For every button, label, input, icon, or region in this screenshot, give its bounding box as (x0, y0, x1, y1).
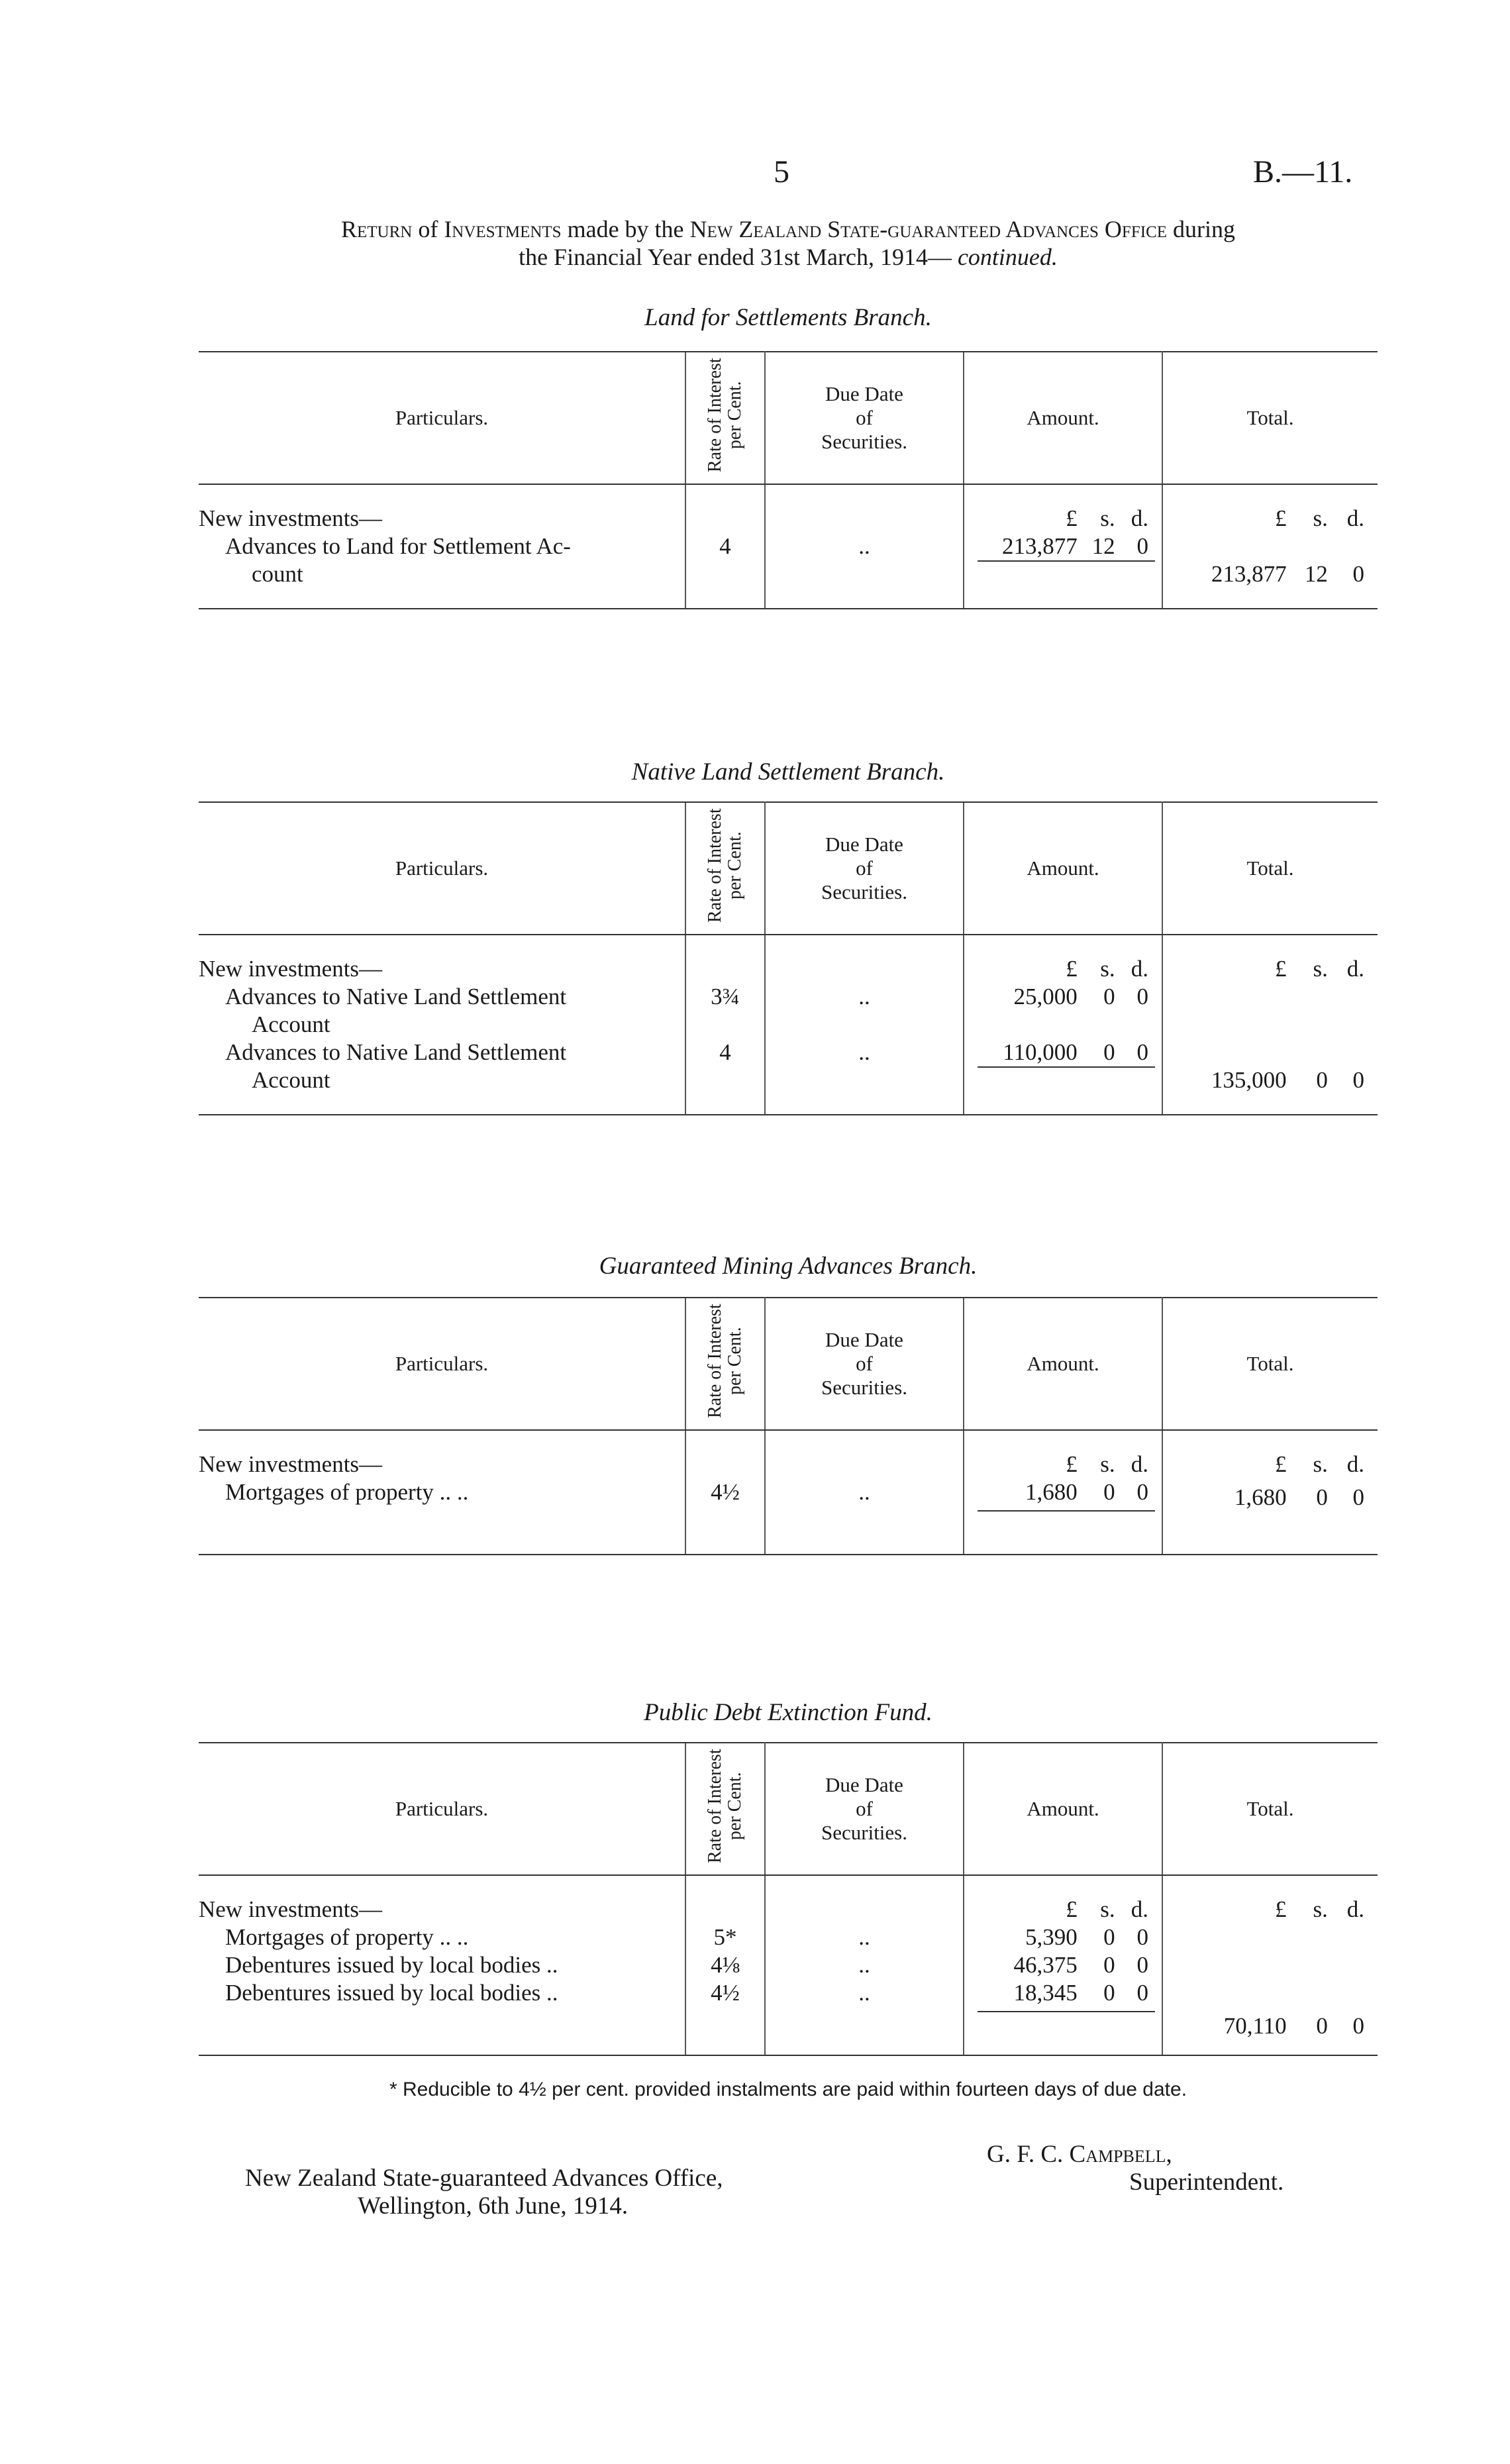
col-amount: Amount. (964, 802, 1162, 935)
amount-cell: £ s. d. 213,877 12 0 (964, 484, 1162, 609)
col-particulars: Particulars. (199, 1743, 685, 1875)
rate-cell: 4½ (685, 1430, 765, 1555)
heading-during: during (1173, 216, 1236, 242)
heading-made-by: made by the (567, 216, 684, 242)
amount-cell: £ s. d. 1,680 0 0 (964, 1430, 1162, 1555)
col-particulars: Particulars. (199, 1298, 685, 1430)
heading-investments: Investments (444, 216, 562, 242)
table-header-row (199, 352, 1378, 484)
heading-continued: continued. (957, 244, 1058, 270)
signature-block (987, 2141, 1284, 2196)
due-cell: .. .. .. (765, 1875, 964, 2055)
col-amount: Amount. (964, 1298, 1162, 1430)
document-reference: B.—11. (1253, 154, 1353, 189)
due-cell: .. (765, 1430, 964, 1555)
heading-line-1 (199, 215, 1378, 243)
col-due-date: Due Date of Securities. (765, 802, 964, 935)
total-cell: £ s. d. 1,680 0 0 (1162, 1430, 1378, 1555)
document-heading (199, 215, 1378, 271)
section-title-public-debt: Public Debt Extinction Fund. (644, 1699, 932, 1726)
table-header-row (199, 1743, 1378, 1875)
particulars-cell: New investments— Advances to Native Land Settlement Account Advances to Native Land Settlement Account (199, 935, 685, 1115)
col-due-date: Due Date of Securities. (765, 352, 964, 484)
office-line-2: Wellington, 6th June, 1914. (358, 2192, 629, 2220)
particulars-cell: New investments— Mortgages of property .. .. Debentures issued by local bodies .. Debentures issued by local bodies .. (199, 1875, 685, 2055)
col-rate (685, 352, 765, 484)
amount-cell: £ s. d. 25,000 0 0 110,000 0 0 (964, 935, 1162, 1115)
signer-position: Superintendent. (1129, 2169, 1284, 2196)
rate-cell: 4 (685, 484, 765, 609)
page-number: 5 (774, 154, 789, 189)
col-total: Total. (1162, 1743, 1378, 1875)
table-row (199, 1430, 1378, 1555)
table-header-row (199, 1298, 1378, 1430)
office-line-1: New Zealand State-guaranteed Advances Office, (245, 2165, 723, 2192)
col-amount: Amount. (964, 352, 1162, 484)
rate-cell: 3¾ 4 (685, 935, 765, 1115)
section-title-land-settlements: Land for Settlements Branch. (644, 304, 932, 331)
heading-office: New Zealand State-guaranteed Advances Office (689, 216, 1168, 242)
total-cell: £ s. d. 135,000 0 0 (1162, 935, 1378, 1115)
col-rate (685, 802, 765, 935)
amount-cell: £ s. d. 5,390 0 0 46,375 0 0 18,345 0 0 (964, 1875, 1162, 2055)
col-particulars: Particulars. (199, 802, 685, 935)
col-due-date: Due Date of Securities. (765, 1743, 964, 1875)
due-cell: .. (765, 484, 964, 609)
col-rate-label: Rate of Interest per Cent. (705, 1304, 745, 1419)
table-public-debt (199, 1742, 1378, 2056)
table-row (199, 1875, 1378, 2055)
heading-financial-year: the Financial Year ended 31st March, 1914— (519, 244, 952, 270)
col-rate-label: Rate of Interest per Cent. (705, 808, 745, 923)
col-rate-label: Rate of Interest per Cent. (705, 358, 745, 473)
total-cell: £ s. d. 70,110 0 0 (1162, 1875, 1378, 2055)
particulars-cell: New investments— Mortgages of property .. .. (199, 1430, 685, 1555)
section-title-native-land: Native Land Settlement Branch. (631, 758, 945, 786)
section-title-mining-advances: Guaranteed Mining Advances Branch. (599, 1253, 978, 1280)
col-particulars: Particulars. (199, 352, 685, 484)
col-due-date: Due Date of Securities. (765, 1298, 964, 1430)
particulars-cell: New investments— Advances to Land for Settlement Ac- count (199, 484, 685, 609)
col-total: Total. (1162, 1298, 1378, 1430)
heading-of: of (418, 216, 438, 242)
due-cell: .. .. (765, 935, 964, 1115)
col-rate (685, 1743, 765, 1875)
footnote: * Reducible to 4½ per cent. provided instalments are paid within fourteen days of due date. (389, 2079, 1187, 2100)
col-rate-label: Rate of Interest per Cent. (705, 1749, 745, 1864)
col-total: Total. (1162, 802, 1378, 935)
table-land-settlements (199, 351, 1378, 609)
signer-name: G. F. C. Campbell, (987, 2141, 1172, 2168)
col-rate (685, 1298, 765, 1430)
office-address (245, 2165, 723, 2220)
table-mining-advances (199, 1297, 1378, 1555)
heading-line-2 (199, 243, 1378, 271)
heading-return: Return (340, 216, 413, 242)
total-cell: £ s. d. 213,877 12 0 (1162, 484, 1378, 609)
table-header-row (199, 802, 1378, 935)
table-native-land (199, 801, 1378, 1115)
table-row (199, 935, 1378, 1115)
col-total: Total. (1162, 352, 1378, 484)
rate-cell: 5* 4⅛ 4½ (685, 1875, 765, 2055)
col-amount: Amount. (964, 1743, 1162, 1875)
table-row (199, 484, 1378, 609)
